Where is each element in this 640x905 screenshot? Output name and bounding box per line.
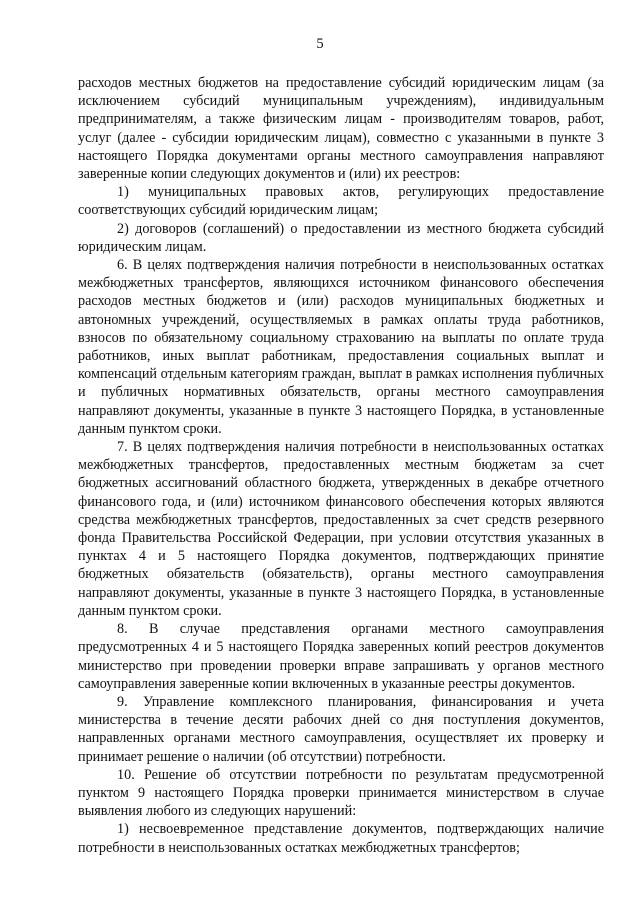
clause-10: 10. Решение об отсутствии потребности по результатам предусмотренной пунктом 9 настоящего Порядка проверки принимается министерством в случае выявления любого из следующих нарушений:: [78, 766, 604, 820]
list-item-late-submission: 1) несвоевременное представление документов, подтверждающих наличие потребности в неиспользованных остатках межбюджетных трансфертов;: [78, 821, 604, 856]
clause-7: 7. В целях подтверждения наличия потребности в неиспользованных остатках межбюджетных трансфертов, предоставленных местным бюджетам за счет бюджетных ассигнований областного бюджета, утвержденных в декабре отчетного финансового года, и (или) источником финансового обеспечения которых являются средства межбюджетных трансфертов, предоставленных за счет средств резервного фонда Правительства Российской Федерации, при условии отсутствия указанных в пунктах 4 и 5 настоящего Порядка документов, подтверждающих принятие бюджетных обязательств (обязательств), органы местного самоуправления направляют документы, указанные в пункте 3 настоящего Порядка, в установленные данным пунктом сроки.: [78, 439, 604, 619]
page-number: 5: [316, 36, 324, 52]
paragraph-continuation: расходов местных бюджетов на предоставление субсидий юридическим лицам (за исключением субсидий муниципальным учреждениям), индивидуальным предпринимателям, а также физическим лицам - производителям товаров, работ, услуг (далее - субсидии юридическим лицам), совместно с указанными в пункте 3 настоящего Порядка документами органы местного самоуправления направляют заверенные копии следующих документов и (или) их реестров:: [78, 75, 604, 183]
list-item-legal-acts: 1) муниципальных правовых актов, регулирующих предоставление соответствующих субсидий юридическим лицам;: [78, 184, 604, 219]
document-body: [78, 74, 604, 857]
clause-6: 6. В целях подтверждения наличия потребности в неиспользованных остатках межбюджетных трансфертов, являющихся источником финансового обеспечения расходов местных бюджетов и (или) расходов муниципальных бюджетных и автономных учреждений, осуществляемых в рамках оплаты труда работников, взносов по обязательному социальному страхованию на выплаты по оплате труда работников, иных выплат работникам, предоставления социальных выплат и компенсаций отдельным категориям граждан, выплат в рамках исполнения публичных и публичных нормативных обязательств, органы местного самоуправления направляют документы, указанные в пункте 3 настоящего Порядка, в установленные данным пунктом сроки.: [78, 257, 604, 437]
list-item-agreements: 2) договоров (соглашений) о предоставлении из местного бюджета субсидий юридическим лицам.: [78, 220, 604, 255]
clause-9: 9. Управление комплексного планирования, финансирования и учета министерства в течение десяти рабочих дней со дня поступления документов, направленных органами местного самоуправления, осуществляет их проверку и принимает решение о наличии (об отсутствии) потребности.: [78, 693, 604, 765]
clause-8: 8. В случае представления органами местного самоуправления предусмотренных 4 и 5 настоящего Порядка заверенных копий реестров документов министерство при проведении проверки вправе запрашивать у органов местного самоуправления заверенные копии включенных в указанные реестры документов.: [78, 621, 604, 692]
